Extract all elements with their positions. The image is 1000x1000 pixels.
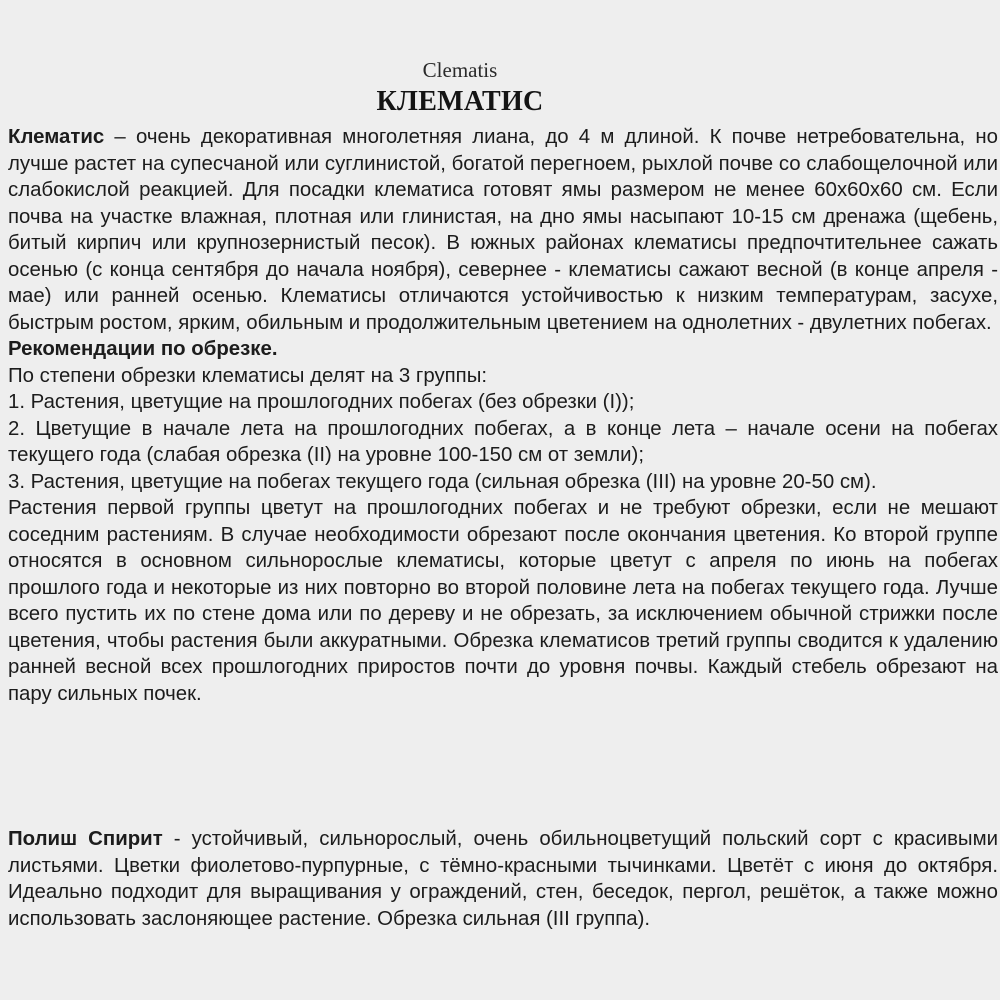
group-item-2: 2. Цветущие в начале лета на прошлогодних побегах, а в конце лета – начале осени на побегах текущего года (слабая обрезка (II) на уровне 100-150 см от земли); — [8, 417, 998, 466]
intro-paragraph — [8, 124, 998, 336]
groups-intro: По степени обрезки клематисы делят на 3 группы: — [8, 364, 488, 387]
group-item-1: 1. Растения, цветущие на прошлогодних побегах (без обрезки (I)); — [8, 391, 635, 413]
variety-name: Полиш Спирит — [8, 828, 163, 850]
intro-text: – очень декоративная многолетняя лиана, до 4 м длиной. К почве нетребовательна, но лучше растет на супесчаной или суглинистой, богатой перегноем, рыхлой почве со слабощелочной или слабокислой реакцией. Для посадки клематиса готовят ямы размером не менее 60х60х60 см. Если почва на участке влажная, плотная или глинистая, на дно ямы насыпают 10-15 см дренажа (щебень, битый кирпич или крупнозернистый песок). В южных районах клематисы предпочтительнее сажать осенью (с конца сентября до начала ноября), севернее - клематисы сажают весной (в конце апреля - мае) или ранней осенью. Клематисы отличаются устойчивостью к низким температурам, засухе, быстрым ростом, ярким, обильным и продолжительным цветением на однолетних - двулетних побегах. — [8, 126, 998, 334]
variety-paragraph — [8, 826, 998, 932]
variety-text: - устойчивый, сильнорослый, очень обильноцветущий польский сорт с красивыми листьями. Цветки фиолетово-пурпурные, с тёмно-красными тычинками. Цветёт с июня до октября. Идеально подходит для выращивания у ограждений, стен, беседок, пергол, решёток, а также можно использовать заслоняющее растение. Обрезка сильная (III группа). — [8, 828, 998, 930]
group-item-3: 3. Растения, цветущие на побегах текущего года (сильная обрезка (III) на уровне 20-50 см). — [8, 470, 877, 493]
latin-name: Clematis — [422, 58, 498, 82]
page-title: КЛЕМАТИС — [376, 86, 544, 117]
main-text — [8, 124, 998, 707]
pruning-heading: Рекомендации по обрезке. — [8, 338, 278, 360]
pruning-details: Растения первой группы цветут на прошлогодних побегах и не требуют обрезки, если не мешают соседним растениям. В случае необходимости обрезают после окончания цветения. Ко второй группе относятся в основном сильнорослые клематисы, которые цветут с апреля по июнь на побегах прошлого года и некоторые из них повторно во второй половине лета на побегах текущего года. Лучше всего пустить их по стене дома или по дереву и не обрезать, за исключением обычной стрижки после цветения, чтобы растения были аккуратными. Обрезка клематисов третий группы сводится к удалению ранней весной всех прошлогодних приростов почти до уровня почвы. Каждый стебель обрезают на пару сильных почек. — [8, 497, 998, 705]
intro-lead: Клематис — [8, 126, 105, 148]
variety-section — [8, 826, 998, 932]
